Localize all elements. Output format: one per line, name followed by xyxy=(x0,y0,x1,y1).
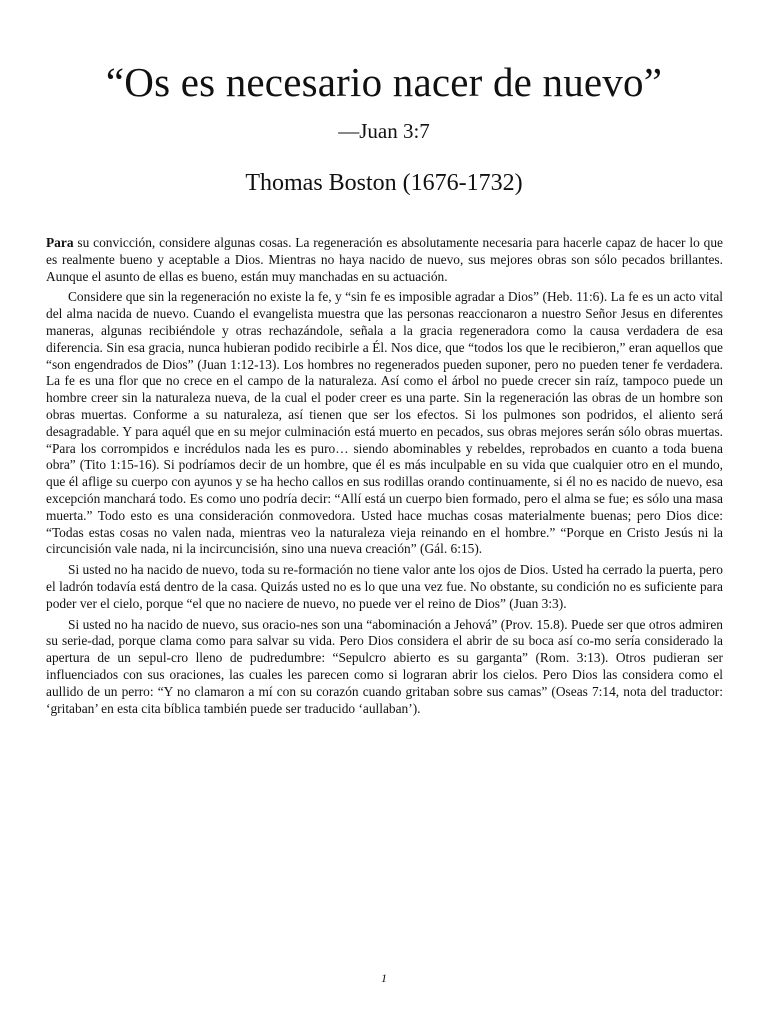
paragraph-1-text: su convicción, considere algunas cosas. La regeneración es absolutamente necesaria para hacerle capaz de hacer lo que es realmente bueno y aceptable a Dios. Mientras no haya nacido de nuevo, sus mejores obras son sólo pecados brillantes. Aunque el asunto de ellas es bueno, están muy manchadas en su actuación. xyxy=(46,235,723,284)
document-title: “Os es necesario nacer de nuevo” xyxy=(105,59,663,105)
lead-word: Para xyxy=(46,235,74,250)
paragraph-4: Si usted no ha nacido de nuevo, sus oracio-nes son una “abominación a Jehová” (Prov. 15.8). Puede ser que otros admiren su serie-dad, porque clama como para salvar su vida. Pero Dios considera el abrir de su boca así co-mo sería considerado la apertura de un sepul-cro lleno de pudredumbre: “Sepulcro abierto es su garganta” (Rom. 3:13). Otros pudieran ser influenciados con sus oraciones, las cuales les parecen como si lograran abrir los cielos. Pero Dios las considera como el aullido de un perro: “Y no clamaron a mí con su corazón cuando gritaban sobre sus camas” (Oseas 7:14, nota del traductor: ‘gritaban’ en esta cita bíblica también puede ser traducido ‘aullaban’). xyxy=(46,616,723,716)
paragraph-2: Considere que sin la regeneración no existe la fe, y “sin fe es imposible agradar a Dios” (Heb. 11:6). La fe es un acto vital del alma nacida de nuevo. Cuando el evangelista muestra que las personas reaccionaron a nuestro Señor Jesus en diferentes maneras, algunas recibiéndole y otras rechazándole, señala a la gracia regeneradora como la causa verdadera de esa diferencia. Sin esa gracia, nunca hubieran podido recibirle a Él. Nos dice, que “todos los que le recibieron,” eran aquellos que “son engendrados de Dios” (Juan 1:12-13). Los hombres no regenerados pueden suponer, pero no pueden tener fe verdadera. La fe es una flor que no crece en el campo de la naturaleza. Así como el árbol no puede crecer sin raíz, tampoco puede un hombre creer sin la naturaleza nueva, de la cual el poder creer es una parte. Sin la regeneración las obras de un hombre son obras muertas. Conforme a su naturaleza, así tienen que ser los efectos. Si los pulmones son podridos, el aliento será desagradable. Y para aquél que en su mejor culminación está muerto en pecados, sus obras mejores serán sólo obras muertas. “Para los corrompidos e incrédulos nada les es puro… siendo abominables y rebeldes, reprobados en cuanto a toda buena obra” (Tito 1:15-16). Si podríamos decir de un hombre, que él es más inculpable en su vida que cualquier otro en el mundo, que él aflige su cuerpo con ayunos y se ha hecho callos en sus rodillas orando continuamente, si él no es nacido de nuevo, esa excepción manchará todo. Es como uno podría decir: “Allí está un cuerpo bien formado, pero el alma se fue; es sólo una masa muerta.” Todo esto es una consideración conmovedora. Usted hace muchas cosas materialmente buenas; pero Dios dice: “Todas estas cosas no valen nada, mientras veo la naturaleza vieja reinando en el hombre.” “Porque en Cristo Jesús ni la circuncisión vale nada, ni la incircuncisión, sino una nueva creación” (Gál. 6:15). xyxy=(46,289,723,557)
document-body xyxy=(46,235,723,721)
paragraph-3: Si usted no ha nacido de nuevo, toda su re-formación no tiene valor ante los ojos de Dios. Usted ha cerrado la puerta, pero el ladrón todavía está dentro de la casa. Quizás usted no es lo que una vez fue. No obstante, su condición no es suficiente para poder ver el cielo, porque “el que no naciere de nuevo, no puede ver el reino de Dios” (Juan 3:3). xyxy=(46,562,723,611)
scripture-reference: —Juan 3:7 xyxy=(338,119,430,143)
page-number: 1 xyxy=(381,971,387,985)
paragraph-1 xyxy=(46,235,723,285)
author-line: Thomas Boston (1676-1732) xyxy=(245,170,523,196)
